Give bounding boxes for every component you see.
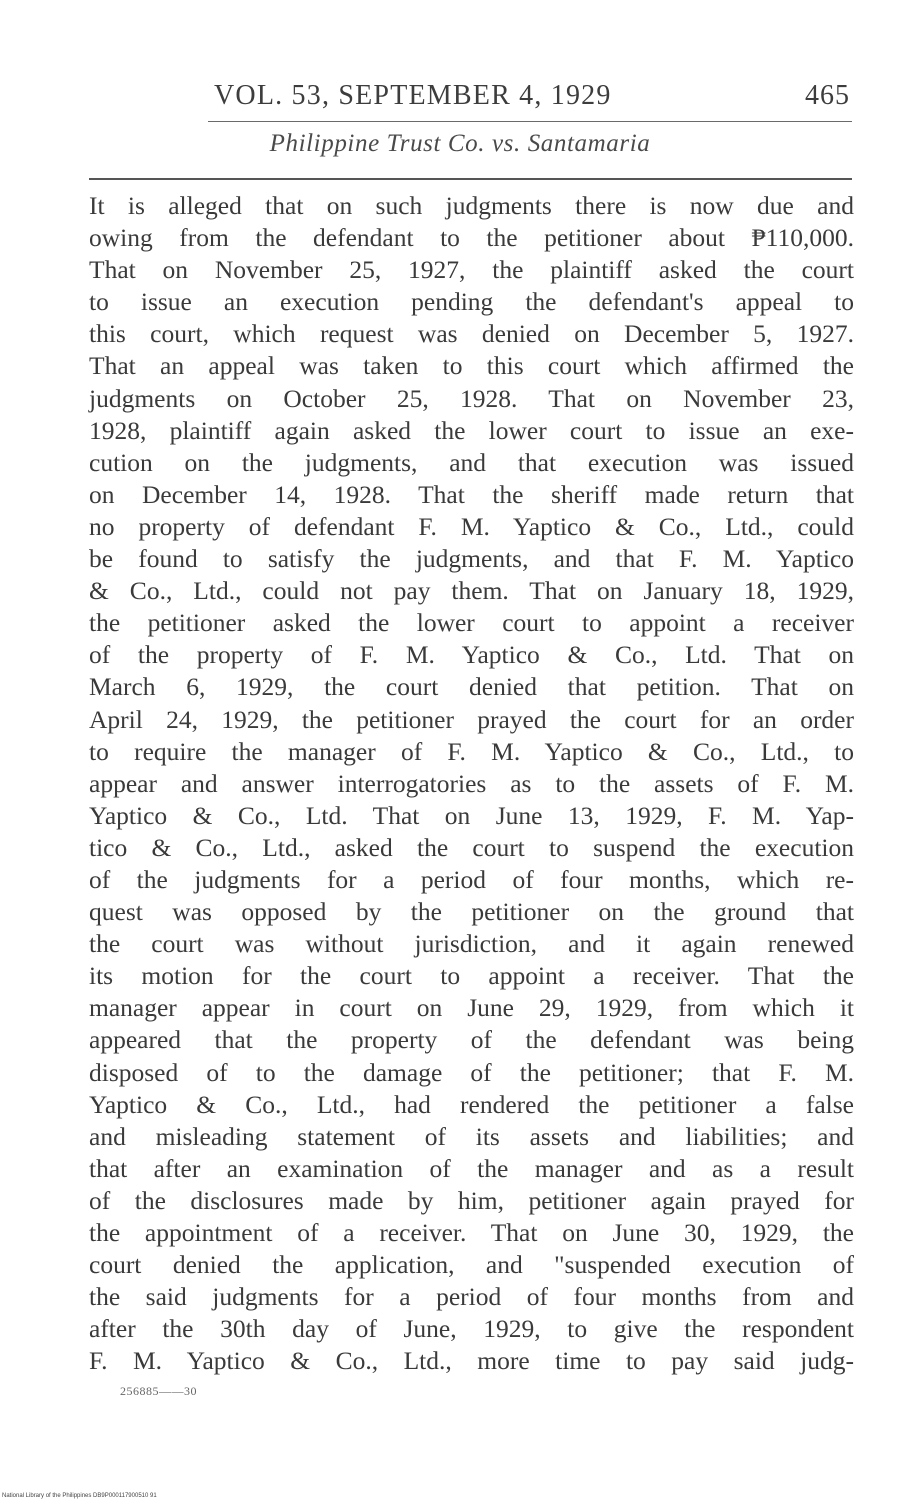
text-line: disposed of to the damage of the petitioner; that F. M.	[89, 1057, 854, 1087]
text-line: manager appear in court on June 29, 1929, from which it	[89, 993, 854, 1023]
text-line: this court, which request was denied on December 5, 1927.	[89, 319, 854, 349]
text-line: Yaptico & Co., Ltd. That on June 13, 1929, F. M. Yap-	[89, 800, 854, 830]
text-line: It is alleged that on such judgments there is now due and	[89, 191, 854, 220]
text-line: to require the manager of F. M. Yaptico & Co., Ltd., to	[89, 736, 854, 766]
text-line: the said judgments for a period of four months from and	[89, 1282, 854, 1312]
text-line: of the disclosures made by him, petitioner again prayed for	[89, 1185, 854, 1215]
text-line: appeared that the property of the defendant was being	[89, 1025, 854, 1055]
text-line: That on November 25, 1927, the plaintiff asked the court	[89, 255, 854, 285]
text-line: of the property of F. M. Yaptico & Co., Ltd. That on	[89, 640, 854, 670]
text-line: appear and answer interrogatories as to the assets of F. M.	[89, 768, 854, 798]
text-line: That an appeal was taken to this court which affirmed the	[89, 351, 854, 381]
text-line: 1928, plaintiff again asked the lower court to issue an exe-	[89, 415, 854, 445]
case-title: Philippine Trust Co. vs. Santamaria	[269, 130, 651, 157]
text-line: F. M. Yaptico & Co., Ltd., more time to pay said judg-	[89, 1346, 854, 1376]
text-line: tico & Co., Ltd., asked the court to suspend the execution	[89, 832, 854, 862]
text-line: the appointment of a receiver. That on June 30, 1929, the	[89, 1218, 854, 1247]
scan-credit: National Library of the Philippines DB9P000117900510 91	[2, 1493, 157, 1499]
text-line: after the 30th day of June, 1929, to give the respondent	[89, 1314, 854, 1344]
text-line: & Co., Ltd., could not pay them. That on January 18, 1929,	[89, 576, 854, 606]
text-line: and misleading statement of its assets and liabilities; and	[89, 1121, 854, 1151]
text-line: judgments on October 25, 1928. That on November 23,	[89, 383, 854, 413]
text-line: Yaptico & Co., Ltd., had rendered the petitioner a false	[89, 1089, 854, 1119]
text-line: quest was opposed by the petitioner on the ground that	[89, 897, 854, 927]
text-line: owing from the defendant to the petitioner about ₱110,000.	[89, 223, 854, 253]
text-line: of the judgments for a period of four months, which re-	[89, 864, 854, 894]
text-line: March 6, 1929, the court denied that petition. That on	[89, 672, 854, 702]
title-rule	[89, 178, 852, 180]
text-line: the petitioner asked the lower court to appoint a receiver	[89, 608, 854, 638]
page-number: 465	[805, 80, 850, 111]
running-header	[200, 80, 850, 120]
text-line: on December 14, 1928. That the sheriff made return that	[89, 479, 854, 509]
header-rule	[208, 121, 852, 122]
text-line: the court was without jurisdiction, and it again renewed	[89, 929, 854, 959]
volume-date: VOL. 53, SEPTEMBER 4, 1929	[214, 80, 612, 111]
text-line: cution on the judgments, and that execution was issued	[89, 447, 854, 477]
text-line: April 24, 1929, the petitioner prayed the court for an order	[89, 704, 854, 734]
text-line: be found to satisfy the judgments, and that F. M. Yaptico	[89, 544, 854, 574]
body-paragraph	[89, 190, 854, 1377]
text-line: its motion for the court to appoint a receiver. That the	[89, 961, 854, 991]
text-line: that after an examination of the manager and as a result	[89, 1153, 854, 1183]
text-line: to issue an execution pending the defendant's appeal to	[89, 287, 854, 317]
signature-mark: 256885——30	[120, 1384, 197, 1398]
text-line: no property of defendant F. M. Yaptico & Co., Ltd., could	[89, 511, 854, 541]
text-line: court denied the application, and "suspended execution of	[89, 1250, 854, 1280]
